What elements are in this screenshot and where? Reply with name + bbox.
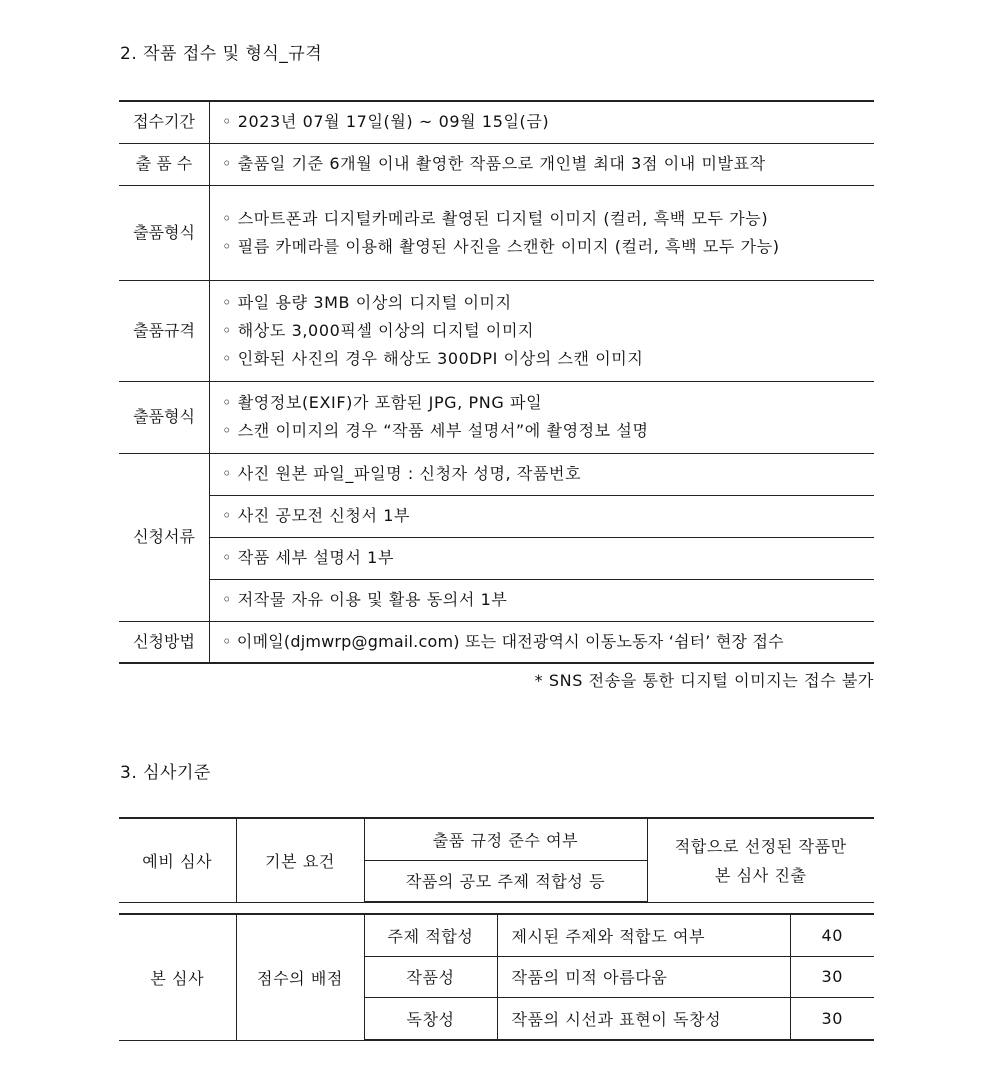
list-item: ◦ 2023년 07월 17일(월) ~ 09월 15일(금)	[222, 112, 550, 132]
row-content	[210, 143, 875, 185]
list-item: ◦ 촬영정보(EXIF)가 포함된 JPG, PNG 파일	[222, 393, 543, 412]
table-row	[119, 914, 874, 956]
category-cell: 점수의 배점	[236, 914, 364, 1040]
desc-cell: 작품의 미적 아름다움	[497, 956, 790, 997]
score-cell: 30	[790, 998, 874, 1040]
list-item: ◦ 필름 카메라를 이용해 촬영된 사진을 스캔한 이미지 (컬러, 흑백 모두 가능)	[222, 236, 780, 256]
table-row	[119, 101, 874, 143]
table-row	[119, 537, 874, 579]
row-content	[210, 537, 875, 579]
row-label: 접수기간	[119, 101, 210, 143]
section3-title: 3. 심사기준	[120, 763, 211, 783]
list-item: ◦ 스마트폰과 디지털카메라로 촬영된 디지털 이미지 (컬러, 흑백 모두 가능)	[222, 208, 769, 228]
stage-cell: 본 심사	[119, 914, 236, 1040]
table-row	[119, 143, 874, 185]
score-cell: 30	[790, 956, 874, 997]
table-row	[119, 185, 874, 280]
stage-cell: 예비 심사	[119, 818, 236, 902]
row-label: 출품형식	[119, 185, 210, 280]
row-content	[210, 579, 875, 621]
row-content	[210, 453, 875, 495]
list-item: ◦ 저작물 자유 이용 및 활용 동의서 1부	[222, 590, 508, 609]
item-cell: 독창성	[364, 998, 497, 1040]
list-item: ◦ 사진 공모전 신청서 1부	[222, 506, 411, 525]
criteria-cell: 작품의 공모 주제 적합성 등	[364, 860, 647, 902]
row-content	[210, 101, 875, 143]
main-review-table	[119, 913, 874, 1041]
category-cell: 기본 요건	[236, 818, 364, 902]
criteria-cell: 출품 규정 준수 여부	[364, 818, 647, 860]
section2-title: 2. 작품 접수 및 형식_규격	[120, 44, 323, 64]
list-item: ◦ 작품 세부 설명서 1부	[222, 548, 395, 567]
table-row	[119, 495, 874, 537]
list-item: ◦ 이메일(djmwrp@gmail.com) 또는 대전광역시 이동노동자 ‘쉼터’ 현장 접수	[222, 631, 784, 651]
row-label: 출 품 수	[119, 143, 210, 185]
row-content	[210, 381, 875, 453]
list-item: ◦ 스캔 이미지의 경우 “작품 세부 설명서”에 촬영정보 설명	[222, 421, 649, 440]
row-content	[210, 280, 875, 381]
row-content	[210, 185, 875, 280]
table-row	[119, 280, 874, 381]
result-line: 적합으로 선정된 작품만	[674, 837, 847, 857]
row-content	[210, 495, 875, 537]
row-label: 신청서류	[119, 453, 210, 621]
result-line: 본 심사 진출	[714, 866, 807, 886]
list-item: ◦ 인화된 사진의 경우 해상도 300DPI 이상의 스캔 이미지	[222, 348, 644, 368]
desc-cell: 작품의 시선과 표현이 독창성	[497, 998, 790, 1040]
desc-cell: 제시된 주제와 적합도 여부	[497, 914, 790, 956]
list-item: ◦ 파일 용량 3MB 이상의 디지털 이미지	[222, 292, 512, 312]
row-label: 출품규격	[119, 280, 210, 381]
table-row	[119, 818, 874, 860]
submission-table	[119, 100, 874, 664]
list-item: ◦ 해상도 3,000픽셀 이상의 디지털 이미지	[222, 320, 535, 340]
item-cell: 주제 적합성	[364, 914, 497, 956]
prelim-review-table	[119, 817, 874, 903]
result-cell	[647, 818, 874, 902]
item-cell: 작품성	[364, 956, 497, 997]
table-row	[119, 621, 874, 663]
list-item: ◦ 사진 원본 파일_파일명 : 신청자 성명, 작품번호	[222, 464, 582, 483]
row-content	[210, 621, 875, 663]
row-label: 신청방법	[119, 621, 210, 663]
table-row	[119, 381, 874, 453]
table-row	[119, 579, 874, 621]
table-row	[119, 453, 874, 495]
list-item: ◦ 출품일 기준 6개월 이내 촬영한 작품으로 개인별 최대 3점 이내 미발표작	[222, 154, 766, 173]
row-label: 출품형식	[119, 381, 210, 453]
footnote: * SNS 전송을 통한 디지털 이미지는 접수 불가	[534, 671, 874, 690]
score-cell: 40	[790, 914, 874, 956]
